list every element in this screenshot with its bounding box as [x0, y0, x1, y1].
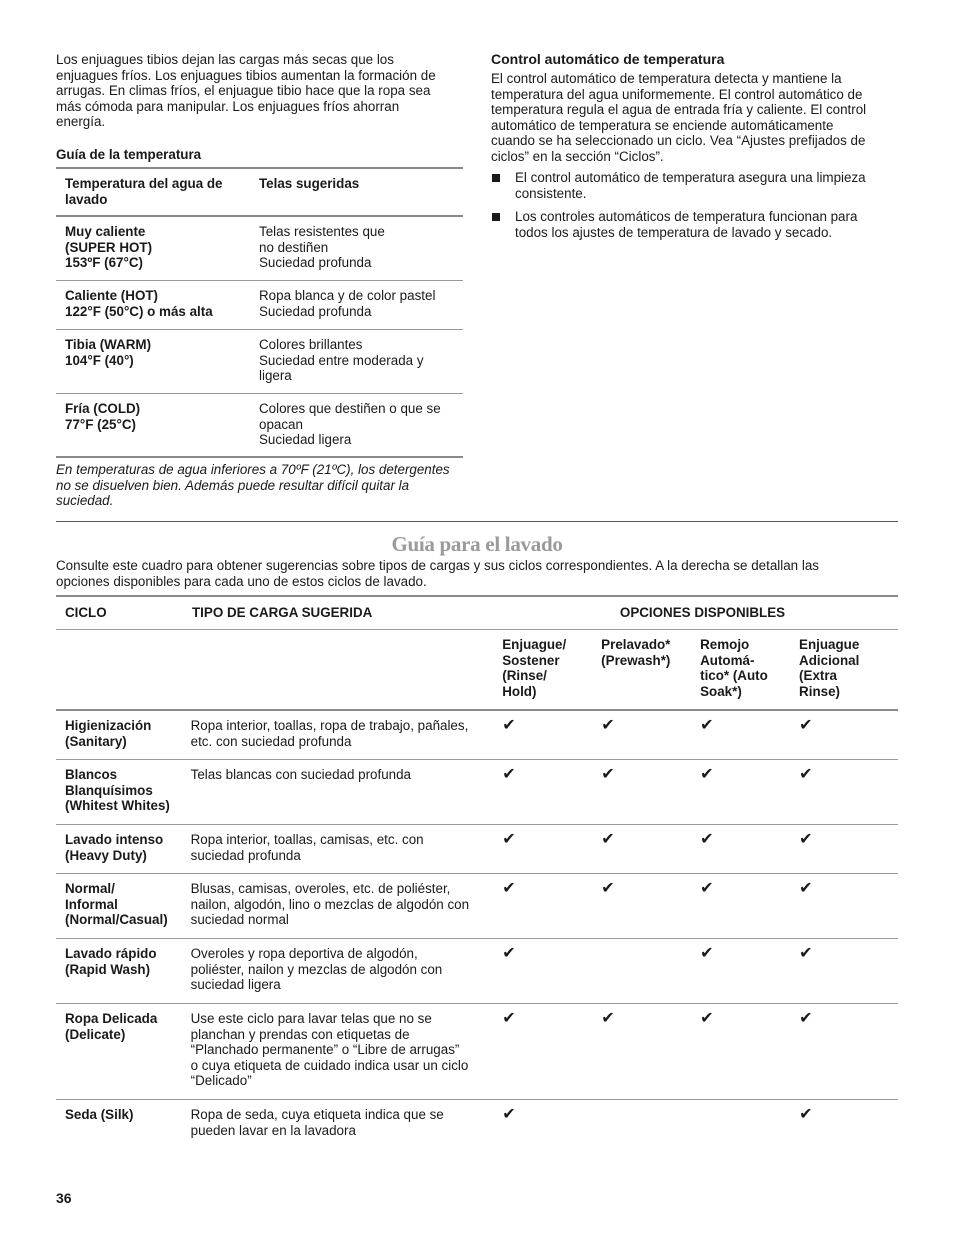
text-line: Ropa de seda, cuya etiqueta indica que se: [190, 1107, 444, 1122]
text-line: (Sanitary): [65, 733, 127, 749]
bullet-square-icon: [492, 213, 500, 221]
cycle-name-cell: [65, 832, 191, 873]
suggested-fabrics-cell: [259, 401, 459, 456]
text-line: tico* (Auto: [700, 668, 768, 684]
text-line: “Planchado permanente” o “Libre de arrugas”: [190, 1042, 460, 1058]
checkmark-icon: ✔: [700, 831, 714, 848]
text-line: consistente.: [515, 185, 587, 201]
suggested-fabrics-cell: [259, 288, 459, 329]
text-line: (SUPER HOT): [65, 239, 153, 255]
text-line: cuando se ha seleccionado un ciclo. Vea “Ajustes prefijados de: [491, 133, 866, 149]
checkmark-icon: ✔: [601, 880, 615, 897]
text-line: (Prewash*): [601, 652, 671, 668]
checkmark-icon: ✔: [502, 1106, 516, 1123]
text-line: Blanquísimos: [65, 782, 153, 798]
text-line: suciedad ligera: [190, 977, 281, 993]
text-line: (Rapid Wash): [65, 961, 151, 977]
text-line: (Delicate): [65, 1026, 126, 1042]
text-line: Soak*): [700, 683, 742, 699]
text-line: Colores brillantes: [259, 337, 363, 352]
text-line: Telas resistentes que: [259, 224, 385, 239]
text-line: no destiñen: [259, 239, 329, 255]
temperature-guide-heading: Guía de la temperatura: [56, 147, 202, 162]
auto-temp-bullet: [491, 170, 896, 201]
checkmark-icon: ✔: [601, 1010, 615, 1027]
cycle-row: [56, 1004, 898, 1099]
text-line: temperatura regula el agua de entrada fría y caliente. El control: [491, 102, 867, 118]
text-line: Higienización: [65, 718, 152, 733]
wash-guide-title: Guía para el lavado: [391, 532, 563, 556]
water-temperature-cell: [65, 224, 259, 280]
option-extra-rinse: [799, 637, 898, 709]
text-line: energía.: [56, 114, 106, 130]
load-type-cell: [191, 1107, 503, 1148]
text-line: Overoles y ropa deportiva de algodón,: [190, 946, 418, 961]
text-line: lavado: [65, 191, 108, 207]
cycle-name-cell: [65, 767, 191, 824]
text-line: Suciedad ligera: [259, 432, 352, 448]
text-line: Suciedad entre moderada y: [259, 352, 424, 368]
cycle-row: [56, 760, 898, 824]
header-cycle: CICLO: [65, 605, 107, 621]
checkmark-icon: ✔: [799, 717, 813, 734]
text-line: arrugas. En climas fríos, el enjuague tibio hace que la ropa sea: [56, 83, 431, 99]
checkmark-icon: ✔: [700, 945, 714, 962]
auto-temp-body: [491, 71, 896, 165]
checkmark-icon: ✔: [601, 831, 615, 848]
text-line: suciedad profunda: [190, 847, 301, 863]
text-line: “Delicado”: [190, 1073, 252, 1089]
checkmark-icon: ✔: [502, 831, 516, 848]
text-line: pueden lavar en la lavadora: [190, 1122, 356, 1138]
text-line: o cuya etiqueta de cuidado indica usar un ciclo: [190, 1057, 469, 1073]
checkmark-icon: ✔: [700, 880, 714, 897]
empty-option-cell: [700, 1107, 799, 1148]
text-line: todos los ajustes de temperatura de lavado y secado.: [515, 224, 833, 240]
auto-temp-heading: Control automático de temperatura: [491, 51, 725, 67]
text-line: etc. con suciedad profunda: [190, 733, 352, 749]
text-line: Ropa blanca y de color pastel: [259, 288, 436, 303]
auto-temp-bullet: [491, 209, 896, 240]
text-line: temperatura del agua uniformemente. El control automático de: [491, 86, 863, 102]
text-line: Colores que destiñen o que se: [259, 401, 441, 416]
bullet-text: [515, 209, 887, 240]
text-line: Fría (COLD): [65, 401, 141, 416]
cycle-name-cell: [65, 1011, 191, 1099]
text-line: poliéster, nailon y mezclas de algodón con: [190, 961, 443, 977]
cycle-name-cell: [65, 1107, 191, 1148]
water-temperature-cell: [65, 288, 259, 329]
text-line: Blusas, camisas, overoles, etc. de poliéster,: [190, 881, 451, 896]
load-type-cell: [191, 946, 503, 1003]
suggested-fabrics-cell: [259, 224, 459, 280]
checkmark-icon: ✔: [700, 1010, 714, 1027]
text-line: Los enjuagues tibios dejan las cargas más secas que los: [56, 52, 394, 67]
text-line: Temperatura del agua de: [65, 176, 223, 191]
text-line: En temperaturas de agua inferiores a 70ºF (21ºC), los detergentes: [56, 462, 450, 477]
text-line: más cómoda para manipular. Los enjuagues fríos ahorran: [56, 98, 400, 114]
text-line: enjuagues fríos. Los enjuagues tibios aumentan la formación de: [56, 67, 436, 83]
checkmark-icon: ✔: [601, 717, 615, 734]
cycle-name-cell: [65, 946, 191, 1003]
temperature-guide-table: [56, 167, 463, 458]
load-type-cell: [191, 767, 503, 824]
section-divider: [56, 521, 898, 522]
checkmark-icon: ✔: [799, 831, 813, 848]
text-line: (Normal/Casual): [65, 912, 168, 928]
checkmark-icon: ✔: [502, 880, 516, 897]
option-rinse-hold: [502, 637, 601, 709]
text-line: Automá-: [700, 652, 755, 668]
load-type-cell: [191, 832, 503, 873]
water-temperature-cell: [65, 337, 259, 393]
temperature-row: [56, 394, 463, 458]
checkmark-icon: ✔: [799, 1106, 813, 1123]
text-line: opciones disponibles para cada uno de estos ciclos de lavado.: [56, 573, 427, 589]
text-line: Prelavado*: [601, 637, 671, 652]
text-line: Informal: [65, 896, 118, 912]
text-line: nailon, algodón, lino o mezclas de algodón con: [190, 896, 470, 912]
text-line: 77°F (25°C): [65, 416, 136, 432]
cycle-row: [56, 939, 898, 1003]
temperature-row: [56, 217, 463, 281]
empty-option-cell: [601, 946, 700, 1003]
text-line: Adicional: [799, 652, 860, 668]
text-line: Remojo: [700, 637, 750, 652]
text-line: Telas blancas con suciedad profunda: [190, 767, 411, 782]
suggested-fabrics-cell: [259, 337, 459, 393]
text-line: Ropa interior, toallas, camisas, etc. con: [190, 832, 424, 847]
text-line: Use este ciclo para lavar telas que no se: [190, 1011, 432, 1026]
checkmark-icon: ✔: [700, 717, 714, 734]
text-line: 153ºF (67°C): [65, 255, 143, 271]
options-subheader: [56, 630, 898, 709]
text-line: El control automático de temperatura detecta y mantiene la: [491, 71, 842, 86]
text-line: Tibia (WARM): [65, 337, 152, 352]
text-line: (Rinse/: [502, 668, 547, 684]
load-type-cell: [191, 881, 503, 938]
temperature-note: [56, 462, 468, 509]
temperature-row: [56, 330, 463, 394]
text-line: Lavado rápido: [65, 946, 157, 961]
text-line: ligera: [259, 368, 292, 384]
cycle-row: [56, 711, 898, 759]
text-line: automático de temperatura se enciende automáticamente: [491, 117, 834, 133]
empty-option-cell: [601, 1107, 700, 1148]
text-line: suciedad.: [56, 493, 114, 509]
text-line: El control automático de temperatura asegura una limpieza: [515, 170, 866, 185]
checkmark-icon: ✔: [799, 1010, 813, 1027]
text-line: (Whitest Whites): [65, 798, 170, 814]
checkmark-icon: ✔: [601, 766, 615, 783]
temperature-row: [56, 281, 463, 330]
text-line: suciedad normal: [190, 912, 289, 928]
cycle-row: [56, 1100, 898, 1148]
cycle-row: [56, 825, 898, 873]
text-line: ciclos” en la sección “Ciclos”.: [491, 148, 664, 164]
checkmark-icon: ✔: [502, 766, 516, 783]
text-line: planchan y prendas con etiquetas de: [190, 1026, 410, 1042]
text-line: Lavado intenso: [65, 832, 164, 847]
text-line: (Extra: [799, 668, 838, 684]
text-line: Los controles automáticos de temperatura funcionan para: [515, 209, 858, 224]
text-line: Ropa Delicada: [65, 1011, 158, 1026]
text-line: Enjuague: [799, 637, 860, 652]
cycle-row: [56, 874, 898, 938]
wash-table-header: [56, 597, 898, 629]
bullet-text: [515, 170, 887, 201]
intro-paragraph: [56, 52, 466, 130]
text-line: Hold): [502, 683, 537, 699]
text-line: Muy caliente: [65, 224, 146, 239]
text-line: Caliente (HOT): [65, 288, 158, 303]
text-line: 122°F (50°C) o más alta: [65, 303, 213, 319]
header-available-options: OPCIONES DISPONIBLES: [619, 605, 786, 621]
temperature-table-header: [56, 169, 463, 217]
checkmark-icon: ✔: [502, 1010, 516, 1027]
water-temperature-cell: [65, 401, 259, 456]
cycle-name-cell: [65, 718, 191, 759]
text-line: Suciedad profunda: [259, 255, 372, 271]
text-line: Normal/: [65, 881, 115, 896]
cycle-name-cell: [65, 881, 191, 938]
checkmark-icon: ✔: [700, 766, 714, 783]
text-line: Ropa interior, toallas, ropa de trabajo, pañales,: [190, 718, 469, 733]
text-line: Seda (Silk): [65, 1107, 134, 1122]
checkmark-icon: ✔: [799, 880, 813, 897]
bullet-square-icon: [492, 174, 500, 182]
wash-guide-intro: [56, 558, 898, 589]
checkmark-icon: ✔: [502, 945, 516, 962]
checkmark-icon: ✔: [502, 717, 516, 734]
text-line: Enjuague/: [502, 637, 567, 652]
header-suggested-fabrics: Telas sugeridas: [259, 176, 360, 191]
text-line: Suciedad profunda: [259, 303, 372, 319]
checkmark-icon: ✔: [799, 766, 813, 783]
text-line: no se disuelven bien. Además puede resultar difícil quitar la: [56, 477, 410, 493]
header-water-temperature: [65, 176, 259, 215]
text-line: Sostener: [502, 652, 560, 668]
option-auto-soak: [700, 637, 799, 709]
load-type-cell: [191, 1011, 503, 1099]
page-number: 36: [56, 1190, 72, 1206]
text-line: opacan: [259, 416, 303, 432]
checkmark-icon: ✔: [799, 945, 813, 962]
text-line: Consulte este cuadro para obtener sugerencias sobre tipos de cargas y sus ciclos correspondientes. A la derecha se detallan las: [56, 558, 819, 573]
wash-guide-table: [56, 595, 898, 1148]
header-load-type: TIPO DE CARGA SUGERIDA: [192, 605, 373, 621]
option-prewash: [601, 637, 700, 709]
text-line: Blancos: [65, 767, 118, 782]
text-line: Rinse): [799, 683, 840, 699]
text-line: (Heavy Duty): [65, 847, 147, 863]
text-line: 104°F (40°): [65, 352, 134, 368]
load-type-cell: [191, 718, 503, 759]
